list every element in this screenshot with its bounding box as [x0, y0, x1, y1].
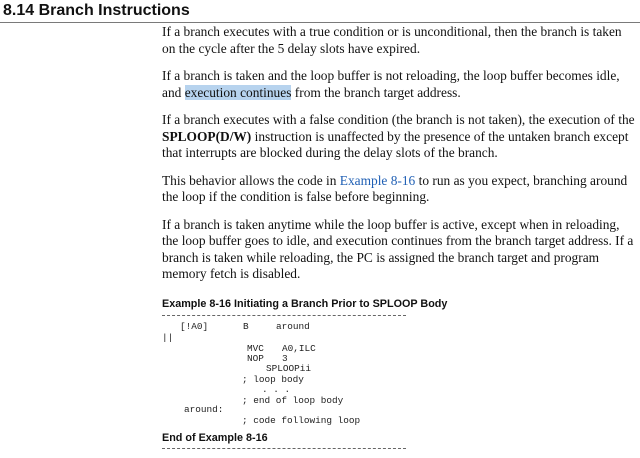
example-top-separator: [162, 315, 406, 316]
paragraph-3: [162, 112, 638, 162]
code-b-arg: around: [276, 321, 310, 332]
example-8-16-link[interactable]: Example 8-16: [339, 172, 416, 188]
paragraph-4: [162, 173, 638, 206]
heading-rule: [0, 22, 640, 23]
section-heading: 8.14 Branch Instructions: [3, 2, 190, 19]
paragraph-4-text-a: This behavior allows the code in: [162, 172, 340, 188]
paragraph-4-text-b: to run as you expect, branching around the loop if the condition is false before beginning.: [162, 172, 628, 204]
code-comment-end-loop: ; end of loop body: [242, 395, 344, 406]
example-end-label: End of Example 8-16: [162, 432, 268, 444]
code-mvc-arg: A0,ILC: [282, 343, 316, 354]
code-sploop: SPLOOPii: [266, 363, 312, 374]
code-mvc-op: MVC: [247, 343, 264, 354]
code-nop-arg: 3: [282, 353, 288, 364]
code-comment-following: ; code following loop: [242, 415, 361, 426]
paragraph-3-text-b: instruction is unaffected by the presence of the untaken branch except that interrupts are blocked during the delay slots of the branch.: [162, 128, 629, 160]
sploop-instruction-name: SPLOOP(D/W): [162, 128, 252, 144]
code-label-around: around:: [184, 404, 224, 415]
code-ellipsis: . . .: [262, 384, 291, 395]
paragraph-5: If a branch is taken anytime while the loop buffer is active, except when in reloading, the loop buffer goes to idle, and execution continues from the branch target address. If a branch is taken while reloading, the PC is assigned the branch target and program memory fetch is disabled.: [162, 216, 634, 281]
selected-text[interactable]: execution continues: [184, 84, 292, 100]
code-comment-loop-body: ; loop body: [242, 374, 304, 385]
code-parallel-bars: ||: [162, 332, 174, 343]
paragraph-2: [162, 68, 638, 101]
paragraph-1: If a branch executes with a true condition or is unconditional, then the branch is taken on the cycle after the 5 delay slots have expired.: [162, 24, 622, 56]
example-bottom-separator: [162, 448, 406, 449]
code-condition: [!A0]: [180, 321, 209, 332]
example-title: Example 8-16 Initiating a Branch Prior to SPLOOP Body: [162, 298, 448, 310]
code-nop-op: NOP: [247, 353, 264, 364]
code-b-op: B: [243, 321, 249, 332]
paragraph-2-text-a: If a branch is taken and the loop buffer is not reloading, the loop buffer becomes idle, and: [162, 68, 620, 100]
paragraph-2-text-b: from the branch target address.: [291, 84, 461, 100]
paragraph-3-text-a: If a branch executes with a false condition (the branch is not taken), the execution of the: [162, 112, 635, 127]
section-body: [162, 24, 638, 294]
